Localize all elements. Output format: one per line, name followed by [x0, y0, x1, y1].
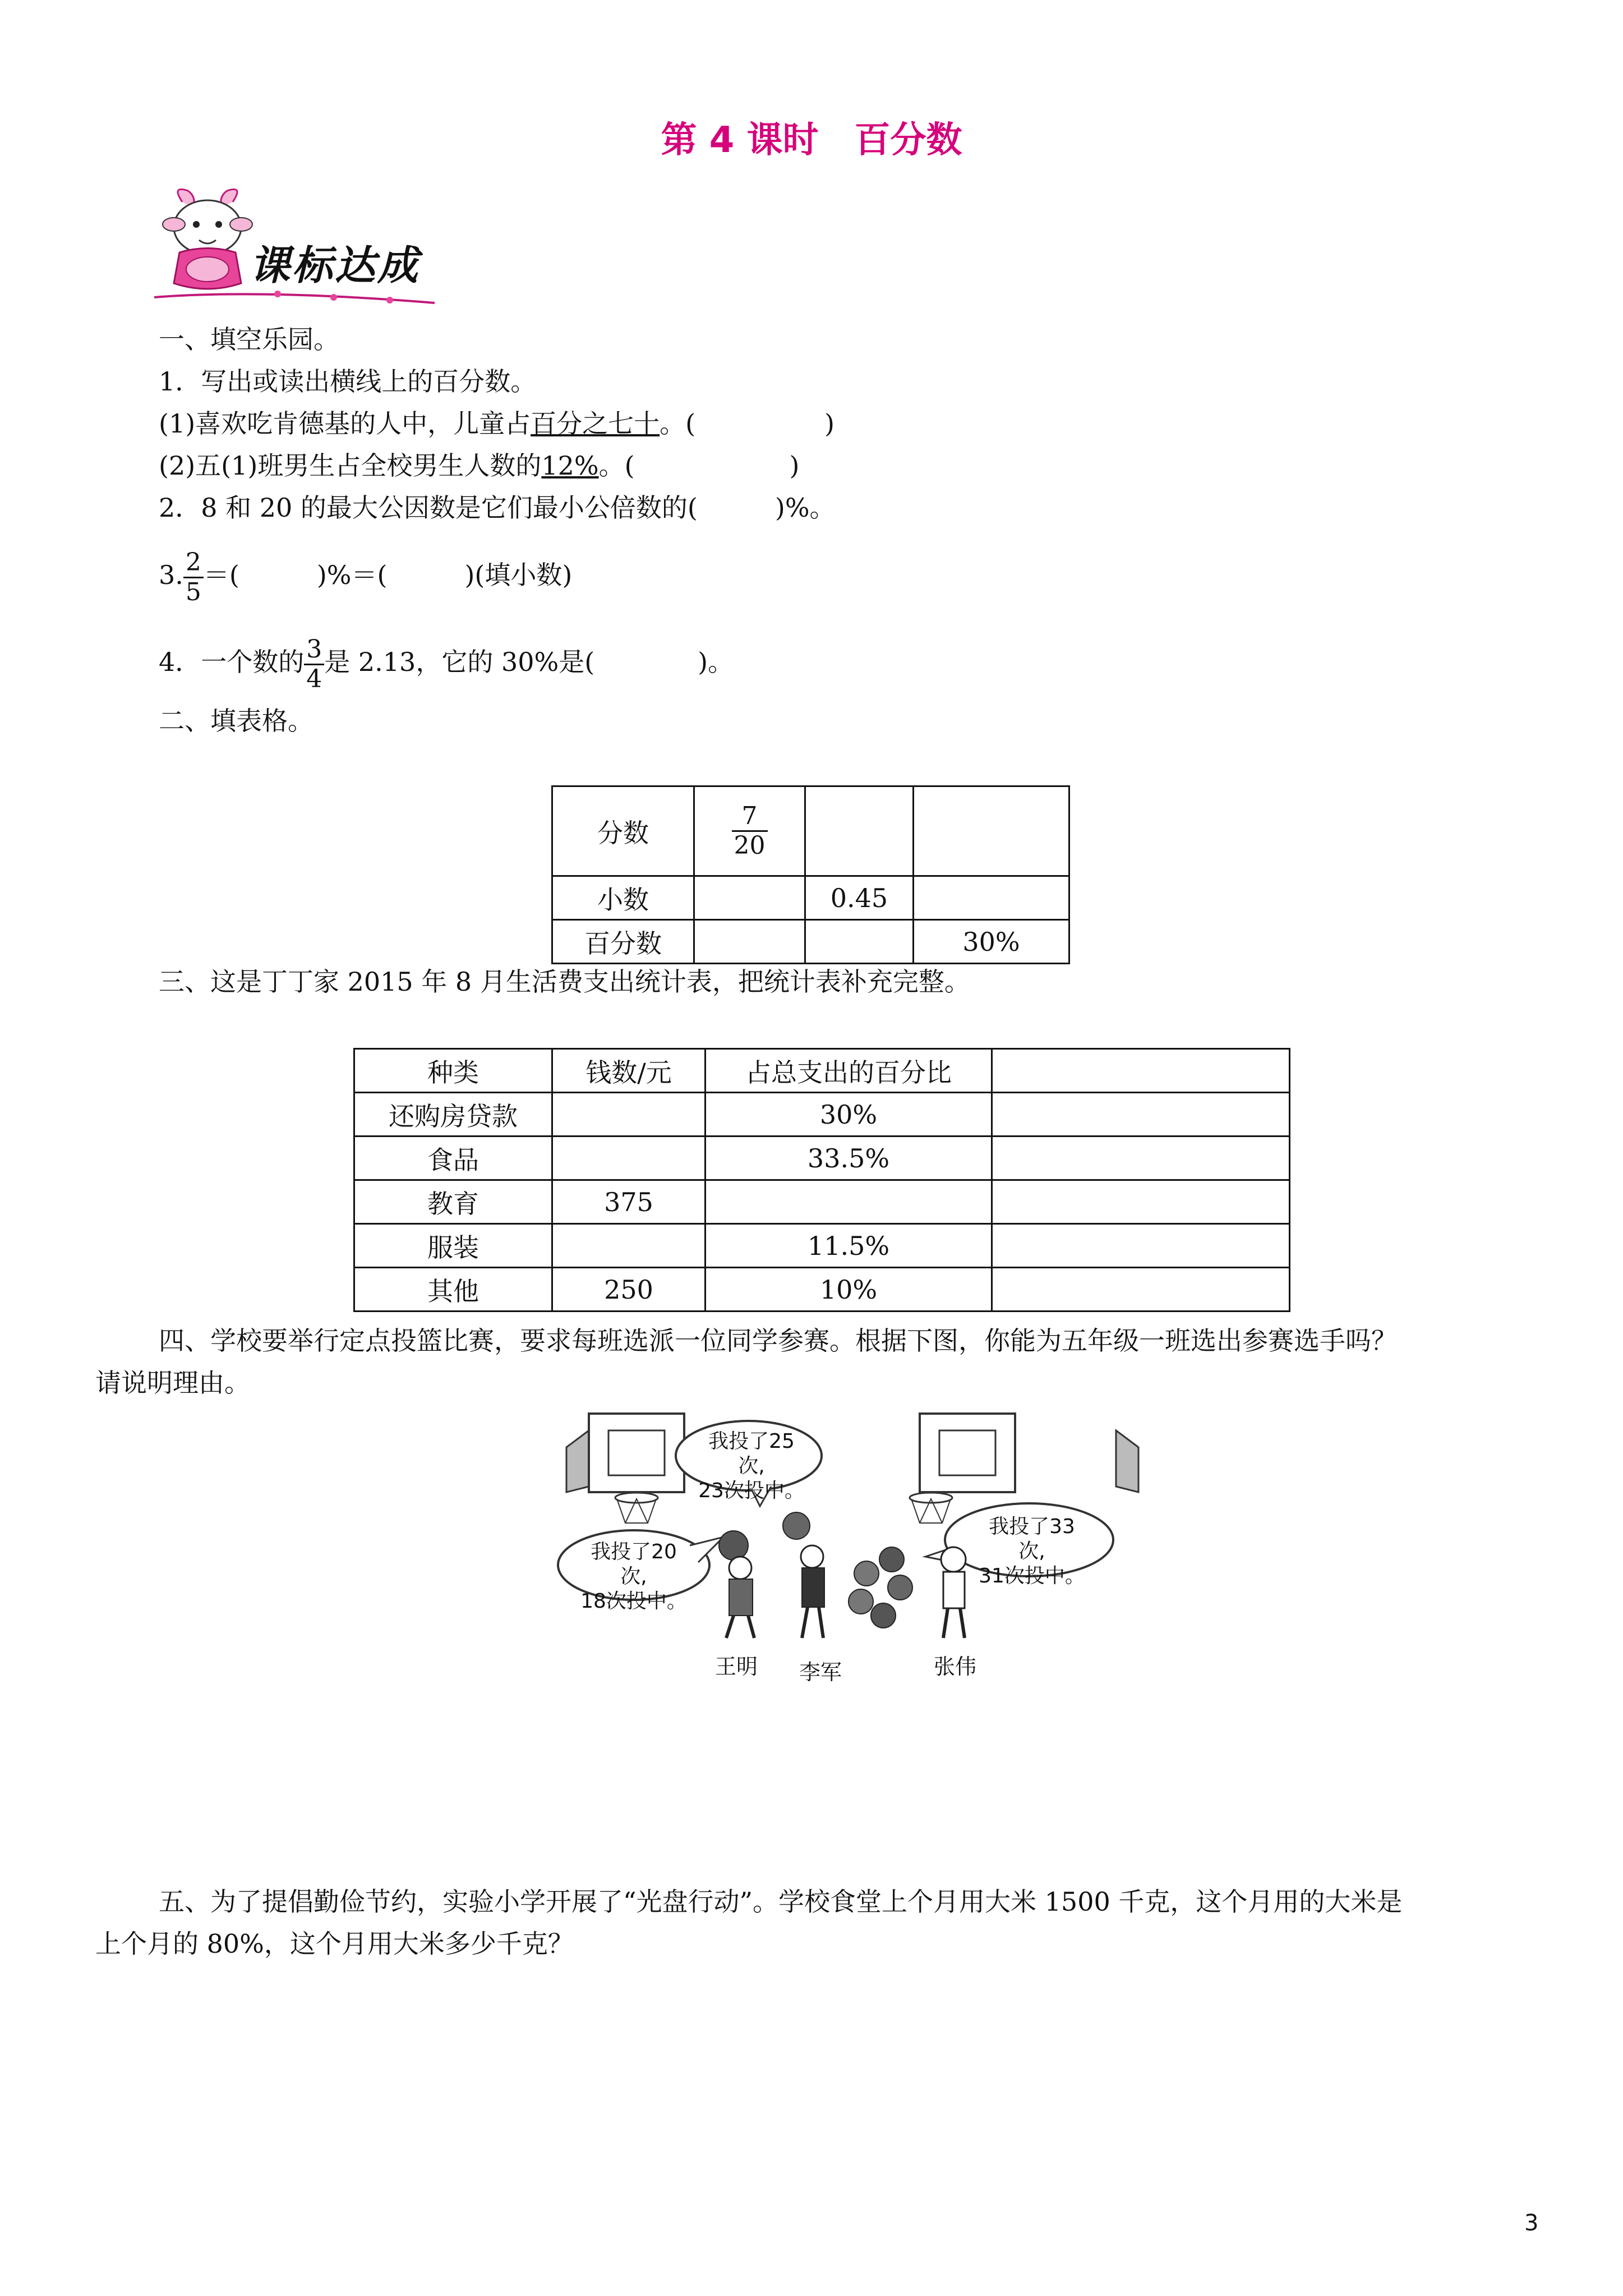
basketball-icon: [879, 1547, 904, 1572]
player-wangming-icon: [719, 1531, 754, 1638]
q1a-post: 。( ): [660, 408, 835, 439]
table-row: [354, 1224, 1290, 1268]
table-row: [552, 920, 1069, 964]
table-cell[interactable]: [706, 1180, 992, 1224]
q3-denominator: 5: [185, 577, 201, 606]
fraction-7-20: [732, 802, 768, 860]
q3-pre: 3.: [159, 560, 183, 590]
q4-pre: 4．一个数的: [159, 647, 305, 677]
fraction-numerator: 7: [732, 802, 768, 832]
table-cell[interactable]: [992, 1224, 1290, 1268]
q1a-pre: (1)喜欢吃肯德基的人中，儿童占: [159, 408, 531, 439]
section2-heading: 二、填表格。: [159, 706, 313, 736]
table-cell[interactable]: [992, 1180, 1290, 1224]
badge-title: 课标达成: [250, 242, 421, 289]
table-cell: 小数: [552, 876, 694, 920]
q4-fraction: [304, 636, 324, 693]
left-backboard-icon: [566, 1414, 684, 1523]
q1b-line: [159, 449, 799, 482]
name-wangming: 王明: [715, 1654, 758, 1679]
q1b-pre: (2)五(1)班男生占全校男生人数的: [159, 450, 542, 481]
q4-numerator: 3: [304, 636, 324, 665]
player-zhangwei-icon: [941, 1547, 966, 1638]
section5-line1: 五、为了提倡勤俭节约，实验小学开展了“光盘行动”。学校食堂上个月用大米 1500 千克，这个月用的大米是: [159, 1887, 1403, 1917]
bubble-right-line2: 31次投中。: [979, 1565, 1085, 1588]
table-cell: 百分数: [552, 920, 694, 964]
header-cell: 占总支出的百分比: [706, 1049, 992, 1093]
basketball-icon: [871, 1603, 896, 1628]
table-cell[interactable]: [552, 1093, 706, 1137]
name-zhangwei: 张伟: [934, 1654, 977, 1679]
q3-fraction: [183, 549, 204, 606]
table-cell[interactable]: [552, 1224, 706, 1268]
q4-post: 是 2.13，它的 30%是( )。: [324, 647, 734, 677]
table-cell: 10%: [706, 1268, 992, 1312]
q1-text: 1．写出或读出横线上的百分数。: [159, 366, 537, 397]
table-cell[interactable]: [914, 876, 1069, 920]
expense-table: [353, 1048, 1290, 1312]
bubble-left-line1: 我投了20次,: [591, 1540, 677, 1588]
bubble-left-text: [580, 1540, 687, 1614]
q3-numerator: 2: [183, 549, 204, 578]
table-cell: 分数: [552, 786, 694, 876]
table-cell[interactable]: [694, 876, 805, 920]
table-cell: 11.5%: [706, 1224, 992, 1268]
table-cell[interactable]: [992, 1268, 1290, 1312]
q3-post: ＝( )%＝( )(填小数): [203, 560, 573, 590]
lesson-title: 第 4 课时 百分数: [661, 119, 962, 161]
table-cell: 0.45: [805, 876, 914, 920]
table-row: [552, 786, 1069, 876]
player-lijun-icon: [783, 1512, 824, 1638]
q1a-underlined: 百分之七十: [531, 408, 660, 439]
header-cell: 种类: [354, 1049, 552, 1093]
bubble-mid-line2: 23次投中。: [698, 1479, 805, 1502]
table-cell: 250: [552, 1268, 706, 1312]
table-row: [354, 1268, 1290, 1312]
q3-line: [159, 536, 572, 614]
q1b-post: 。( ): [598, 450, 800, 481]
fraction-denominator: 20: [734, 831, 766, 860]
table-row: [354, 1180, 1290, 1224]
table-cell: [694, 786, 805, 876]
header-cell: [992, 1049, 1290, 1093]
q4-line: [159, 623, 734, 701]
table-cell: 教育: [354, 1180, 552, 1224]
table-header-row: [354, 1049, 1290, 1093]
table-cell[interactable]: [992, 1137, 1290, 1180]
table-cell[interactable]: [914, 786, 1069, 876]
table-cell: 服装: [354, 1224, 552, 1268]
table-cell: 还购房贷款: [354, 1093, 552, 1137]
table-cell[interactable]: [992, 1093, 1290, 1137]
table-cell[interactable]: [805, 786, 914, 876]
q2-text: 2．8 和 20 的最大公因数是它们最小公倍数的( )%。: [159, 493, 836, 523]
conversion-table: [551, 785, 1070, 964]
q1b-underlined: 12%: [541, 450, 599, 481]
basketball-icon: [854, 1561, 879, 1586]
section5-line2: 上个月的 80%，这个月用大米多少千克？: [95, 1929, 574, 1959]
table-cell[interactable]: [552, 1137, 706, 1180]
bubble-right-line1: 我投了33次,: [989, 1515, 1075, 1563]
table-cell: 30%: [914, 920, 1069, 964]
table-cell: 其他: [354, 1268, 552, 1312]
section3-heading: 三、这是丁丁家 2015 年 8 月生活费支出统计表，把统计表补充完整。: [159, 967, 970, 997]
section4-line1: 四、学校要举行定点投篮比赛，要求每班选派一位同学参赛。根据下图，你能为五年级一班选出参赛选手吗？: [159, 1326, 1397, 1356]
header-cell: 钱数/元: [552, 1049, 706, 1093]
q4-denominator: 4: [306, 664, 322, 693]
table-cell: 33.5%: [706, 1137, 992, 1180]
table-row: [354, 1137, 1290, 1180]
table-cell: 30%: [706, 1093, 992, 1137]
table-row: [552, 876, 1069, 920]
table-cell: 375: [552, 1180, 706, 1224]
table-cell[interactable]: [805, 920, 914, 964]
table-cell[interactable]: [694, 920, 805, 964]
bubble-mid-line1: 我投了25次,: [708, 1430, 795, 1478]
section4-line2: 请说明理由。: [95, 1368, 250, 1398]
name-lijun: 李军: [799, 1660, 842, 1685]
table-row: [354, 1093, 1290, 1137]
page-number: 3: [1524, 2210, 1539, 2236]
bubble-mid-text: [698, 1429, 805, 1503]
section1-heading: 一、填空乐园。: [159, 324, 339, 355]
bubble-right-text: [976, 1515, 1088, 1589]
table-cell: 食品: [354, 1137, 552, 1180]
basketball-icon: [849, 1589, 873, 1614]
q1a-line: [159, 407, 834, 440]
basketball-icon: [888, 1575, 912, 1600]
bubble-left-line2: 18次投中。: [580, 1590, 687, 1613]
